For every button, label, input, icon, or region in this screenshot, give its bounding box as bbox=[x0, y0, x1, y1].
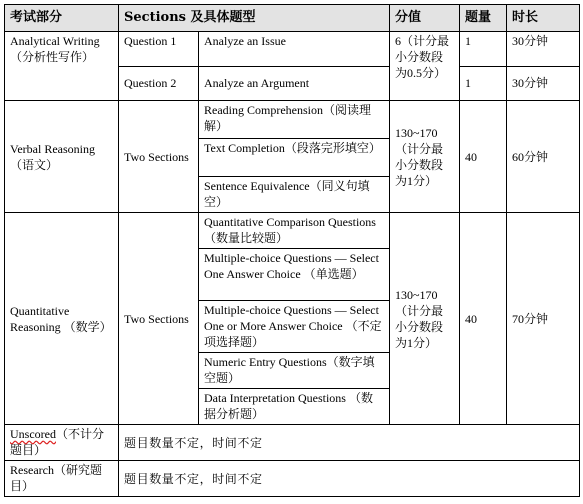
analytical-q2-type: Analyze an Argument bbox=[199, 66, 390, 101]
unscored-suffix: （不计分题目） bbox=[10, 427, 104, 457]
verbal-type-reading: Reading Comprehension（阅读理解） bbox=[199, 101, 390, 139]
header-sections: Sections 及具体题型 bbox=[119, 5, 390, 32]
research-part-cell: Research（研究题目） bbox=[5, 461, 119, 497]
analytical-q2-label: Question 2 bbox=[119, 66, 199, 101]
quant-type-multi-choice: Multiple-choice Questions — Select One or More Answer Choice （不定项选择题） bbox=[199, 301, 390, 353]
unscored-word: Unscored bbox=[10, 427, 56, 441]
header-score: 分值 bbox=[390, 5, 460, 32]
research-desc: 题目数量不定，时间不定 bbox=[119, 461, 580, 497]
analytical-q2-count: 1 bbox=[460, 66, 507, 101]
unscored-row bbox=[5, 425, 580, 461]
verbal-type-text-completion: Text Completion（段落完形填空） bbox=[199, 139, 390, 177]
header-count: 题量 bbox=[460, 5, 507, 32]
unscored-part-cell bbox=[5, 425, 119, 461]
quant-score: 130~170（计分最小分数段为1分） bbox=[390, 213, 460, 425]
analytical-q2-time: 30分钟 bbox=[507, 66, 580, 101]
quant-type-data-interpretation: Data Interpretation Questions （数据分析题） bbox=[199, 389, 390, 425]
research-row bbox=[5, 461, 580, 497]
unscored-desc: 题目数量不定，时间不定 bbox=[119, 425, 580, 461]
quant-time: 70分钟 bbox=[507, 213, 580, 425]
verbal-score: 130~170（计分最小分数段为1分） bbox=[390, 101, 460, 213]
analytical-score: 6（计分最小分数段为0.5分） bbox=[390, 32, 460, 101]
quant-type-comparison: Quantitative Comparison Questions（数量比较题） bbox=[199, 213, 390, 249]
verbal-type-sentence-equivalence: Sentence Equivalence（同义句填空） bbox=[199, 177, 390, 213]
analytical-q1-label: Question 1 bbox=[119, 32, 199, 67]
quant-type-numeric-entry: Numeric Entry Questions（数字填空题） bbox=[199, 353, 390, 389]
verbal-sections: Two Sections bbox=[119, 101, 199, 213]
header-part: 考试部分 bbox=[5, 5, 119, 32]
analytical-q1-time: 30分钟 bbox=[507, 32, 580, 67]
analytical-q1-type: Analyze an Issue bbox=[199, 32, 390, 67]
verbal-part-cell: Verbal Reasoning （语文） bbox=[5, 101, 119, 213]
quant-type-single-choice: Multiple-choice Questions — Select One Answer Choice （单选题） bbox=[199, 249, 390, 301]
analytical-part-cell: Analytical Writing （分析性写作） bbox=[5, 32, 119, 101]
verbal-count: 40 bbox=[460, 101, 507, 213]
quant-row-1 bbox=[5, 213, 580, 249]
analytical-row-1 bbox=[5, 32, 580, 67]
quant-part-cell: Quantitative Reasoning （数学） bbox=[5, 213, 119, 425]
quant-sections: Two Sections bbox=[119, 213, 199, 425]
analytical-q1-count: 1 bbox=[460, 32, 507, 67]
verbal-row-1 bbox=[5, 101, 580, 139]
verbal-time: 60分钟 bbox=[507, 101, 580, 213]
header-time: 时长 bbox=[507, 5, 580, 32]
gre-structure-table bbox=[4, 4, 580, 497]
header-row bbox=[5, 5, 580, 32]
quant-count: 40 bbox=[460, 213, 507, 425]
